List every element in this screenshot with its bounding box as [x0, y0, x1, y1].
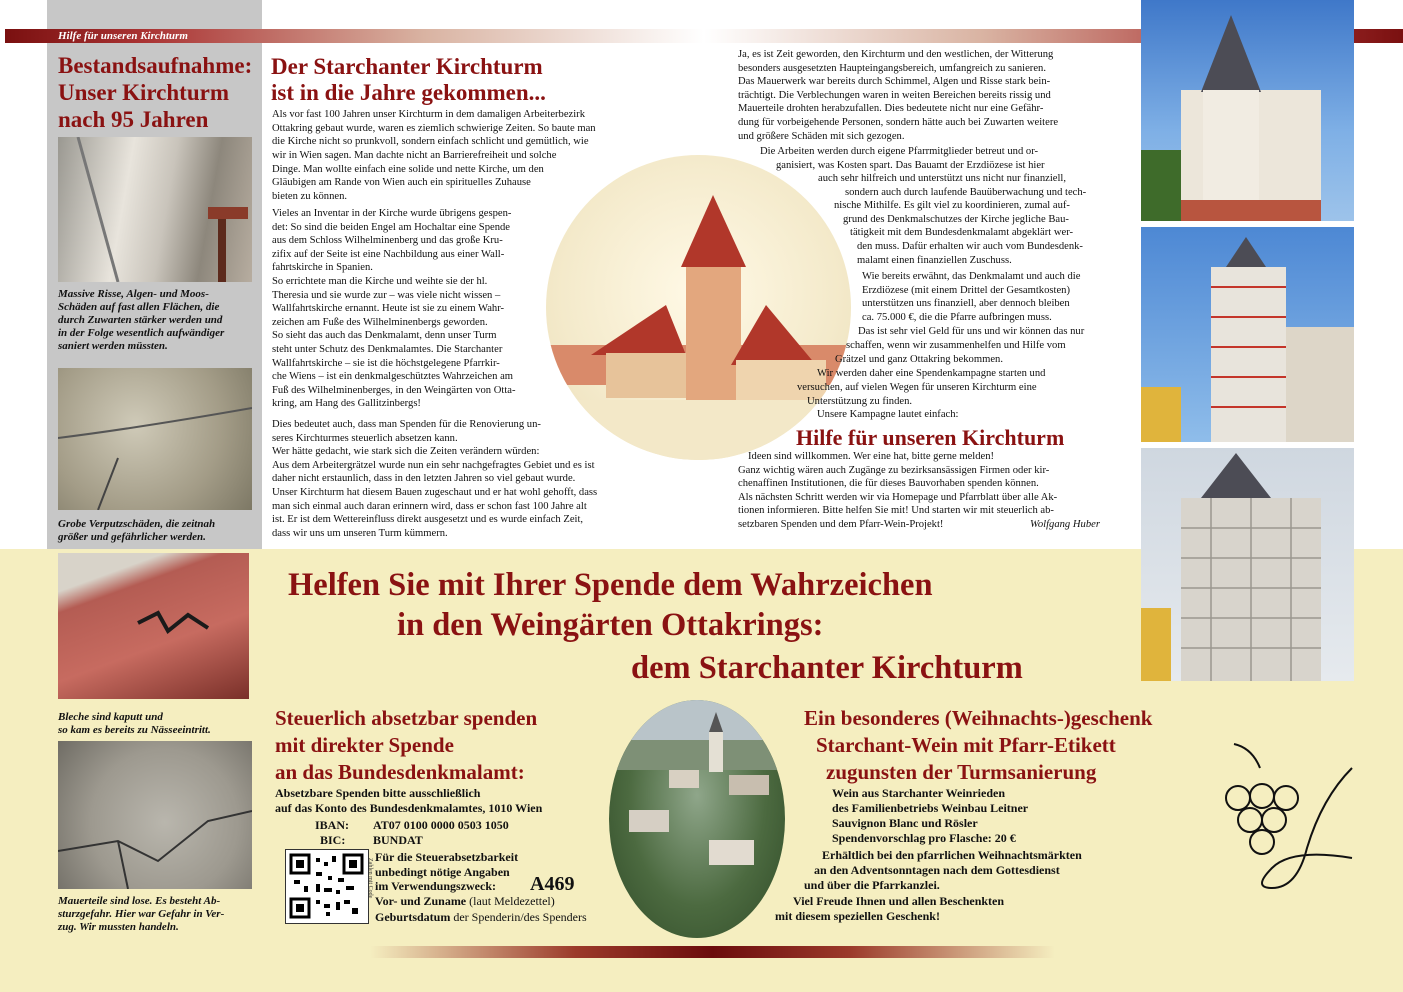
- text-line: Vieles an Inventar in der Kirche wurde übrigens gespen-: [272, 208, 512, 219]
- text-line: Ganz wichtig wären auch Zugänge zu bezirksansässigen Firmen oder kir-: [738, 464, 1050, 476]
- article-body-right-top: [738, 48, 1133, 143]
- caption-line: Bleche sind kaputt und: [58, 711, 163, 723]
- text-line: Wallfahrtskirche ernannt. Heute ist sie zu einem Wahr-: [272, 303, 505, 315]
- purpose-birth-rest: der Spenderin/des Spenders: [450, 910, 587, 924]
- donation-title-line: Steuerlich absetzbar spenden: [275, 706, 538, 730]
- text-line: Wie bereits erwähnt, das Denkmalamt und auch die: [862, 271, 1081, 282]
- text-line: trächtigt. Die Verblechungen waren in weiten Bereichen bereits rissig und: [738, 89, 1051, 101]
- caption-line: durch Zuwarten stärker werden und: [58, 314, 223, 326]
- qr-code[interactable]: [285, 849, 369, 924]
- article-body-left-2: [272, 207, 567, 411]
- text-line: Unsere Kampagne lautet einfach:: [817, 409, 959, 420]
- article-body-right-1: [760, 145, 1133, 159]
- caption-3: [58, 711, 252, 737]
- article-body-right-7: [850, 226, 1133, 240]
- text-line: auf das Konto des Bundesdenkmalamtes, 1010 Wien: [275, 800, 543, 815]
- caption-line: Grobe Verputzschäden, die zeitnah: [58, 518, 216, 530]
- purpose-name-bold: Vor- und Zuname: [375, 894, 467, 908]
- gift-title: [804, 705, 1152, 786]
- gift-line: Viel Freude Ihnen und allen Beschenkten: [793, 894, 1005, 908]
- text-line: steht unter Schutz des Denkmalamtes. Die Starchanter: [272, 343, 503, 355]
- text-line: det: So sind die beiden Engel am Hochaltar eine Spende: [272, 221, 510, 233]
- text-line: ca. 75.000 €, die die Pfarre aufbringen muss.: [862, 311, 1052, 323]
- text-line: dung für vorbeigehende Personen, sondern hätte auch bei Zuwarten weitere: [738, 116, 1059, 128]
- photo-tower-scaffold: [1141, 227, 1354, 442]
- purpose-name-line: [375, 894, 555, 909]
- text-line: Absetzbare Spenden bitte ausschließlich: [275, 786, 481, 800]
- text-line: im Verwendungszweck:: [375, 879, 497, 893]
- text-line: So sieht das auch das Denkmalamt, denn unser Turm: [272, 330, 497, 342]
- caption-line: Mauerteile sind lose. Es besteht Ab-: [58, 895, 221, 907]
- article-title: [271, 54, 546, 106]
- text-line: Grätzel und ganz Ottakring bekommen.: [835, 354, 1003, 365]
- iban-value[interactable]: AT07 0100 0000 0503 1050: [373, 818, 509, 832]
- text-line: grund des Denkmalschutzes der Kirche jegliche Bau-: [843, 214, 1069, 225]
- text-line: Das Mauerwerk war bereits durch Schimmel, Algen und Risse stark bein-: [738, 76, 1051, 88]
- article-body-bottom: [272, 418, 668, 540]
- bottom-decoration-bar: [370, 946, 1055, 958]
- text-line: wir in Wien sagen. Man dachte nicht an Barrierefreiheit und solche: [272, 150, 557, 161]
- text-line: ist. Er ist dem Wettereinfluss direkt ausgesetzt und es wurde einfach Zeit,: [272, 514, 584, 526]
- text-line: bieten zu können.: [272, 190, 348, 202]
- left-title-line: Bestandsaufnahme:: [58, 53, 253, 78]
- text-line: versuchen, auf vielen Wegen für unseren Kirchturm eine: [797, 382, 1037, 393]
- gift-line: Spendenvorschlag pro Flasche: 20 €: [832, 831, 1016, 845]
- text-line: Das ist sehr viel Geld für uns und wir können das nur: [858, 326, 1085, 337]
- left-title-line: nach 95 Jahren: [58, 107, 209, 132]
- article-body-right-5: [834, 199, 1133, 213]
- text-line: Aus dem Arbeitergrätzel wurde nun ein sehr nachgefragtes Gebiet und es ist: [272, 459, 595, 471]
- photo-cracks: [58, 137, 252, 282]
- text-line: tätigkeit mit dem Bundesdenkmalamt abgeklärt wer-: [850, 227, 1074, 238]
- article-body-left: [272, 149, 572, 203]
- text-line: So errichtete man die Kirche und weihte sie der hl.: [272, 275, 488, 287]
- text-line: die Kirche nicht so prunkvoll, sondern einfach schlicht und gemütlich, wie: [272, 136, 589, 148]
- text-line: Unser Kirchturm hat diesem Bauen zugeschaut und er hat wohl gehofft, dass: [272, 486, 598, 498]
- text-line: schaffen, wenn wir zusammenhelfen und Hilfe vom: [846, 340, 1066, 351]
- header-label: Hilfe für unseren Kirchturm: [58, 30, 188, 42]
- text-line: Wer hätte gedacht, wie stark sich die Zeiten verändern würden:: [272, 446, 540, 458]
- gift-line: Wein aus Starchanter Weinrieden: [832, 786, 1006, 800]
- banner-line-2: in den Weingärten Ottakrings:: [397, 607, 824, 643]
- text-line: sondern auch durch laufende Bauüberwachung und tech-: [845, 187, 1087, 198]
- text-line: tionen informieren. Bitte helfen Sie mit! Und starten wir mit steuerlich ab-: [738, 505, 1054, 517]
- text-line: setzbaren Spenden und dem Pfarr-Wein-Projekt!: [738, 518, 944, 530]
- text-line: Ja, es ist Zeit geworden, den Kirchturm und den westlichen, der Witterung: [738, 49, 1054, 60]
- article-body-right-12: [835, 353, 1133, 367]
- article-body-right-10: [858, 325, 1133, 339]
- text-line: zeichen am Fuße des Wilhelminenbergs geworden.: [272, 316, 488, 328]
- banner-line-1: Helfen Sie mit Ihrer Spende dem Wahrzeichen: [288, 567, 933, 603]
- text-line: fahrtskirche in Spanien.: [272, 262, 373, 274]
- text-line: besonders ausgesetzten Haupteingangsbereich, umfangreich zu sanieren.: [738, 62, 1046, 74]
- text-line: den muss. Dafür erhalten wir auch vom Bundesdenk-: [857, 241, 1083, 252]
- caption-line: zug. Wir mussten handeln.: [58, 921, 179, 933]
- iban-label: IBAN:: [315, 818, 350, 832]
- text-line: Mauerteile drohten herabzufallen. Dies bedeutete nicht nur eine Gefähr-: [738, 103, 1044, 115]
- qr-label: Zahlen mit Code: [367, 858, 373, 899]
- campaign-title: Hilfe für unseren Kirchturm: [796, 425, 1065, 450]
- photo-metal-sheet: [58, 553, 249, 699]
- photo-tower-scaffold-close: [1141, 448, 1354, 681]
- church-illustration: [546, 155, 851, 460]
- article-body-right-9: [862, 270, 1133, 324]
- article-title-line: ist in die Jahre gekommen...: [271, 80, 546, 105]
- gift-line: mit diesem speziellen Geschenk!: [775, 909, 940, 923]
- text-line: Dies bedeutet auch, dass man Spenden für die Renovierung un-: [272, 419, 541, 430]
- text-line: zifix auf der Seite ist eine Nachbildung aus einer Wall-: [272, 248, 505, 260]
- text-line: kring, am Hang des Gallitzinbergs!: [272, 398, 421, 410]
- gift-line: an den Adventsonntagen nach dem Gottesdienst: [814, 863, 1060, 877]
- photo-loose-masonry: [58, 741, 252, 889]
- text-line: Als nächsten Schritt werden wir via Homepage und Pfarrblatt über alle Ak-: [738, 491, 1058, 503]
- donation-notes: [375, 850, 518, 894]
- article-body-right-15: [807, 395, 1133, 409]
- article-body-right-6: [843, 213, 1133, 227]
- article-body-right-3: [818, 172, 1133, 186]
- text-line: dass wir uns um unseren Turm kümmern.: [272, 527, 448, 539]
- gift-title-line: Starchant-Wein mit Pfarr-Etikett: [816, 733, 1116, 757]
- text-line: Unterstützung zu finden.: [807, 396, 913, 407]
- text-line: unbedingt nötige Angaben: [375, 864, 510, 879]
- text-line: malamt einen finanziellen Zuschuss.: [857, 254, 1012, 266]
- photo-tower-before: [1141, 0, 1354, 221]
- article-body-right-13: [817, 367, 1133, 381]
- author-signature: Wolfgang Huber: [1030, 518, 1100, 530]
- caption-line: sturzgefahr. Hier war Gefahr in Ver-: [58, 908, 225, 920]
- donation-title: [275, 705, 537, 786]
- purpose-birth-bold: Geburtsdatum: [375, 910, 451, 924]
- article-body-right-16: [817, 408, 1133, 422]
- article-body-right-14: [797, 381, 1133, 395]
- left-title-line: Unser Kirchturm: [58, 80, 229, 105]
- text-line: Ideen sind willkommen. Wer eine hat, bitte gerne melden!: [748, 451, 995, 462]
- text-line: che Wiens – ist ein denkmalgeschütztes Wahrzeichen am: [272, 371, 514, 383]
- text-line: Ottakring gebaut wurde, waren es ziemlich schwierige Zeiten. So baute man: [272, 122, 596, 134]
- gift-title-line: zugunsten der Turmsanierung: [826, 760, 1097, 784]
- text-line: Fuß des Wilhelminenberges, in den Weingärten von Otta-: [272, 384, 516, 396]
- bic-value[interactable]: BUNDAT: [373, 833, 423, 847]
- text-line: Wallfahrtskirche – sie ist die höchstgelegene Pfarrkir-: [272, 357, 500, 369]
- aerial-photo: [609, 700, 785, 938]
- text-line: Die Arbeiten werden durch eigene Pfarrmitglieder betreut und or-: [760, 146, 1039, 157]
- closing-last-line: [738, 518, 1133, 532]
- text-line: Erzdiözese (mit einem Drittel der Gesamtkosten): [862, 284, 1070, 296]
- donation-title-line: mit direkter Spende: [275, 733, 454, 757]
- article-body-right-8: [857, 240, 1133, 267]
- purpose-name-rest: (laut Meldezettel): [466, 894, 555, 908]
- text-line: aus dem Schloss Wilhelminenberg und das große Kru-: [272, 235, 503, 247]
- gift-line: des Familienbetriebs Weinbau Leitner: [832, 801, 1029, 815]
- caption-1: [58, 288, 252, 353]
- weinbau-leitner-logo: [1212, 738, 1372, 900]
- text-line: Wir werden daher eine Spendenkampagne starten und: [817, 368, 1046, 379]
- purpose-code: A469: [530, 873, 575, 895]
- text-line: und größere Schäden mit sich gezogen.: [738, 130, 905, 142]
- text-line: ganisiert, was Kosten spart. Das Bauamt der Erzdiözese ist hier: [776, 160, 1045, 171]
- left-title: [58, 52, 258, 133]
- article-title-line: Der Starchanter Kirchturm: [271, 54, 543, 79]
- text-line: Theresia und sie wurde zur – was viele nicht wissen –: [272, 289, 501, 301]
- text-line: man sich einmal auch daran erinnern wird, dass er schon fast 100 Jahre alt: [272, 500, 587, 512]
- caption-line: Massive Risse, Algen- und Moos-: [58, 288, 209, 300]
- bic-label: BIC:: [320, 833, 346, 847]
- text-line: Für die Steuerabsetzbarkeit: [375, 850, 519, 864]
- article-body-top: [272, 108, 668, 149]
- caption-line: so kam es bereits zu Nässeeintritt.: [58, 724, 211, 736]
- gift-line: und über die Pfarrkanzlei.: [804, 878, 940, 892]
- article-body-right-4: [845, 186, 1133, 200]
- banner-line-3: dem Starchanter Kirchturm: [631, 650, 1023, 686]
- gift-line: Erhältlich bei den pfarrlichen Weihnachtsmärkten: [822, 848, 1082, 862]
- caption-4: [58, 895, 252, 934]
- caption-line: Schäden auf fast allen Flächen, die: [58, 301, 220, 313]
- text-line: Als vor fast 100 Jahren unser Kirchturm in dem damaligen Arbeiterbezirk: [272, 109, 586, 120]
- text-line: seres Kirchturmes steuerlich absetzen kann.: [272, 432, 458, 444]
- donation-title-line: an das Bundesdenkmalamt:: [275, 760, 525, 784]
- text-line: unterstützen uns finanziell, aber dennoch bleiben: [862, 298, 1070, 310]
- text-line: Dinge. Man wollte einfach eine solide und nette Kirche, um den: [272, 163, 544, 175]
- gift-line: Sauvignon Blanc und Rösler: [832, 816, 978, 830]
- text-line: auch sehr hilfreich und unterstützt uns nicht nur finanziell,: [818, 173, 1066, 184]
- caption-2: [58, 518, 252, 544]
- text-line: nische Mithilfe. Es gilt viel zu koordinieren, zumal auf-: [834, 200, 1070, 211]
- gift-title-line: Ein besonderes (Weihnachts-)geschenk: [804, 706, 1153, 730]
- photo-plaster: [58, 368, 252, 510]
- text-line: chenaffinen Institutionen, die für dieses Bauvorhaben spenden können.: [738, 478, 1039, 490]
- article-body-right-11: [846, 339, 1133, 353]
- purpose-birth-line: [375, 910, 587, 925]
- article-closing: [738, 450, 1133, 532]
- caption-line: saniert werden müssten.: [58, 340, 168, 352]
- donation-intro: [275, 786, 542, 815]
- article-body-right-2: [776, 159, 1133, 173]
- caption-line: größer und gefährlicher werden.: [58, 531, 206, 543]
- caption-line: in der Folge wesentlich aufwändiger: [58, 327, 225, 339]
- text-line: daher nicht erstaunlich, dass in den letzten Jahren so viel gebaut wurde.: [272, 473, 576, 485]
- text-line: Gläubigen am Rande von Wien auch ein spirituelles Zuhause: [272, 177, 531, 189]
